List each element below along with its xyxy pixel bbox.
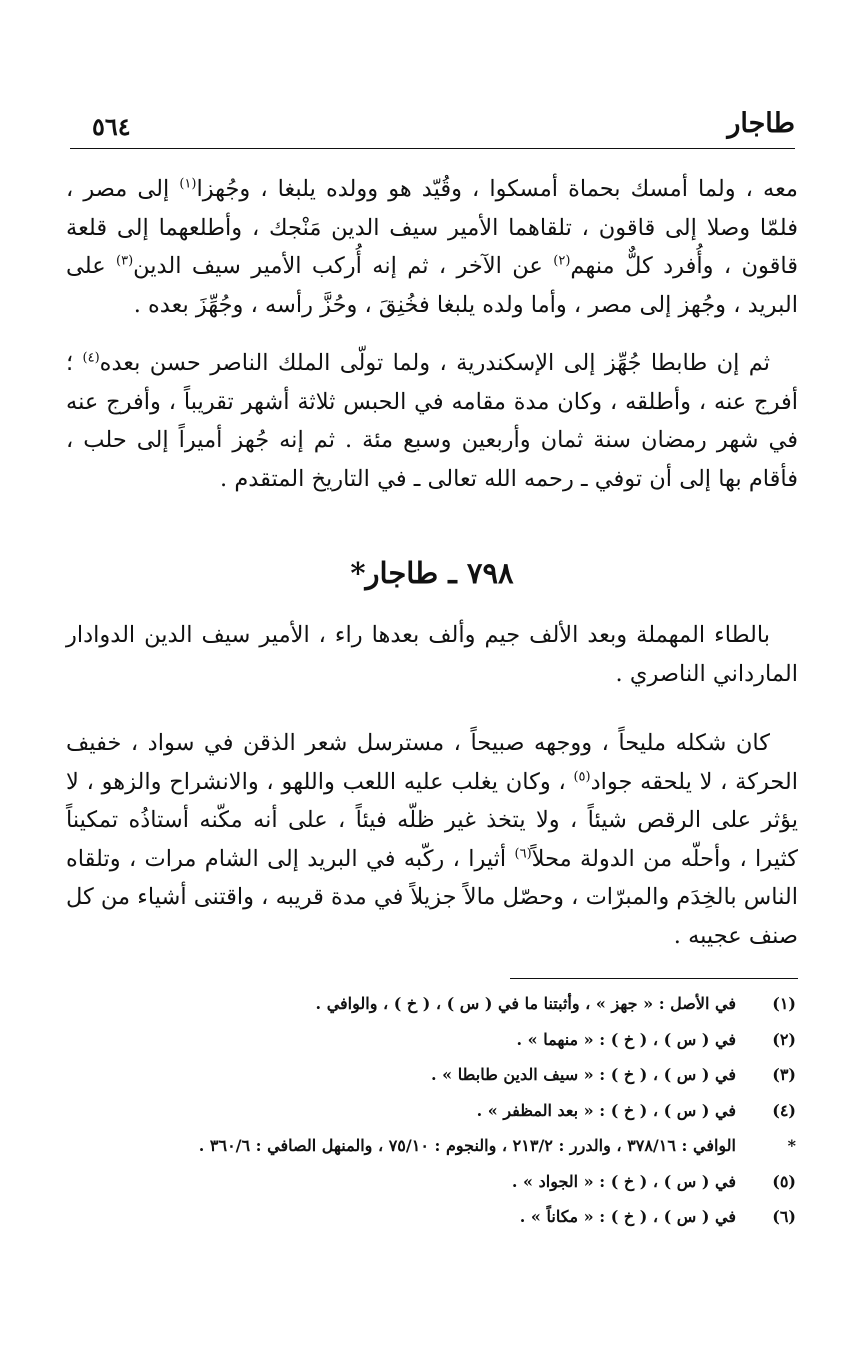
footnote-text: في ( س ) ، ( خ ) : « الجواد » . [511,1171,736,1191]
running-title: طاجار [727,108,795,139]
footnote-marker: (٣) [772,1065,796,1084]
paragraph-4-part-c: أثيرا ، ركّبه في البريد إلى الشام مرات ، وتلقاه الناس بالخِدَم والمبرّات ، وحصّل مالاً جزيلاً في مدة قريبه ، واقتنى أشياء من كل صنف عجيبه . [66,845,798,949]
footnote-ref-3: (٣) [116,253,134,269]
entry-title: ٧٩٨ ـ طاجار* [350,556,514,590]
footnote-text: في ( س ) ، ( خ ) : « منهما » . [516,1029,736,1049]
paragraph-1-part-b: إلى مصر ، فلمّا وصلا إلى قاقون ، تلقاهما الأمير سيف الدين مَنْجك ، وأطلعهما إلى قلعة قاقون ، وأُفرد كلٌّ منهم [66,176,799,279]
footnote-item [66,1128,798,1164]
footnote-ref-5: (٥) [573,769,591,784]
footnote-marker: (٤) [772,1100,796,1120]
footnote-marker: * [787,1136,796,1155]
footnote-marker: (١) [772,994,796,1013]
paragraph-1 [66,170,798,324]
footnote-text: الوافي : ٣٧٨/١٦ ، والدرر : ٢١٣/٢ ، والنجوم : ٧٥/١٠ ، والمنهل الصافي : ٣٦٠/٦ . [198,1136,736,1155]
footnote-text: في ( س ) ، ( خ ) : « مكاناً » . [519,1207,736,1226]
footnote-item [66,986,798,1022]
footnote-text: في ( س ) ، ( خ ) : « سيف الدين طابطا » . [431,1065,736,1084]
page-header [70,104,795,148]
footnote-ref-4: (٤) [82,350,100,366]
paragraph-4 [66,724,798,955]
paragraph-1-part-d: على البريد ، وجُهز إلى مصر ، وأما ولده يلبغا فخُنِقَ ، وحُزَّ رأسه ، وجُهِّزَ بعده . [66,253,798,318]
footnote-text: في ( س ) ، ( خ ) : « بعد المظفر » . [476,1100,736,1120]
paragraph-4-part-b: ، وكان يغلب عليه اللعب واللهو ، والانشراح والزهو ، لا يؤثر على الرقص شيئاً ، ولا يتخذ غير ظلّه فيئاً ، على أنه مكّنه أستاذُه تمكيناً كثيرا ، وأحلّه من الدولة محلاً [66,768,798,872]
footnote-item [66,1093,798,1129]
footnote-item [66,1057,798,1093]
paragraph-3: بالطاء المهملة وبعد الألف جيم وألف بعدها راء ، الأمير سيف الدين الدوادار المارداني الناصري . [66,622,798,687]
footnote-text: في الأصل : « جهز » ، وأثبتنا ما في ( س ) ، ( خ ) ، والوافي . [315,994,736,1013]
footnote-ref-2: (٢) [553,253,571,269]
header-divider [70,148,795,149]
footnote-marker: (٥) [772,1171,796,1191]
paragraph-1-part-c: عن الآخر ، ثم إنه أُركب الأمير سيف الدين [133,253,554,279]
paragraph-4-part-a: كان شكله مليحاً ، ووجهه صبيحاً ، مسترسل شعر الذقن في سواد ، خفيف الحركة ، لا يلحقه جواد [66,730,798,795]
footnote-marker: (٢) [772,1029,796,1049]
page-number: ٥٦٤ [92,112,131,141]
footnote-item [66,1164,798,1200]
footnote-divider [510,978,798,979]
footnote-item [66,1199,798,1235]
footnotes-list [66,986,798,1235]
footnote-ref-1: (١) [179,176,197,192]
footnote-ref-6: (٦) [514,846,532,861]
paragraph-2-part-a: ثم إن طابطا جُهِّز إلى الإسكندرية ، ولما تولّى الملك الناصر حسن بعده [99,350,770,376]
footnote-marker: (٦) [772,1207,796,1226]
footnote-item [66,1022,798,1058]
paragraph-2-part-b: ؛ أفرج عنه ، وأطلقه ، وكان مدة مقامه في الحبس ثلاثة أشهر تقريباً ، وأفرج عنه في شهر رمضان سنة ثمان وأربعين وسبع مئة . ثم إنه جُهز أميراً إلى حلب ، فأقام بها إلى أن توفي ـ رحمه الله تعالى ـ في التاريخ المتقدم . [66,350,798,492]
paragraph-2 [66,344,798,498]
paragraph-1-part-a: معه ، ولما أمسك بحماة أمسكوا ، وقُيّد هو وولده يلبغا ، وجُهزا [196,176,798,202]
